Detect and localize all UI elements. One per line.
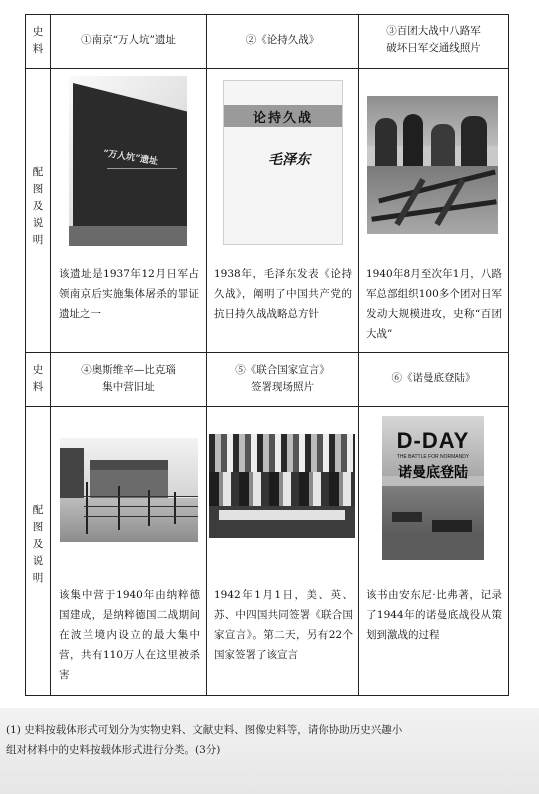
table-border [50,14,51,696]
table-border [25,68,509,69]
description-4 [59,585,200,685]
header-text: ③百团大战中八路军 [386,25,481,37]
header-item-5 [207,362,358,396]
header-text: ⑥《诺曼底登陆》 [391,372,476,384]
question-text: 组对材料中的史料按载体形式进行分类。(3分) [6,744,221,756]
description-text: 1942年1月1日，美、英、苏、中四国共同签署《联合国家宣言》。第二天，另有22个国家签署了该宣言 [214,589,353,661]
source-table [25,14,509,696]
poster-subtitle-text: THE BATTLE FOR NORMANDY [396,454,470,460]
table-border [508,14,509,696]
description-2 [214,264,352,324]
table-border [25,14,26,696]
header-text: ⑤《联合国家宣言》 [235,364,330,376]
description-3 [366,264,502,344]
header-item-2 [207,32,358,49]
d-day-book-cover [382,416,484,560]
header-text: ①南京“万人坑”遗址 [81,34,176,46]
header-text: 集中营旧址 [102,381,155,393]
description-text: 1938年，毛泽东发表《论持久战》，阐明了中国共产党的抗日持久战战略总方针 [214,268,352,320]
declaration-signing-photo [209,434,355,538]
header-text: ④奥斯维辛—比克瑙 [81,364,176,376]
header-item-1 [51,32,206,49]
description-text: 1940年8月至次年1月，八路军总部组织100多个团对日军发动大规模进攻，史称“百团大战” [366,268,502,340]
table-border [25,14,509,15]
header-item-6 [359,370,508,387]
row-label-figure [31,502,45,587]
auschwitz-camp-photo [60,438,198,542]
table-border [25,406,509,407]
hundred-regiments-photo [367,96,498,234]
poster-chinese-title: 诺曼底登陆 [398,465,468,481]
header-item-4 [51,362,206,396]
header-item-3 [359,23,508,57]
table-border [25,352,509,353]
header-text: 签署现场照片 [251,381,314,393]
header-text: ②《论持久战》 [245,34,320,46]
table-border [25,695,509,696]
row-label-text: 配图及说明 [32,166,44,246]
description-text: 该遗址是1937年12月日军占领南京后实施集体屠杀的罪证遗址之一 [59,268,199,320]
row-label-text: 史料 [32,26,44,55]
row-label-text: 史料 [32,364,44,393]
signature-text: 毛泽东 [268,152,310,168]
row-label-source [31,24,45,58]
table-border [358,14,359,696]
row-label-text: 配图及说明 [32,504,44,584]
memorial-sign-text: “万人坑”遗址 [102,148,159,168]
book-cover-photo [223,80,343,245]
question-text: (1) 史料按载体形式可划分为实物史料、文献史料、图像史料等，请你协助历史兴趣小 [6,724,403,736]
description-6 [366,585,502,645]
poster-title-text: D-DAY [396,428,470,453]
description-1 [59,264,199,324]
description-text: 该集中营于1940年由纳粹德国建成，是纳粹德国二战期间在波兰境内设立的最大集中营，共有110万人在这里被杀害 [59,589,200,681]
table-border [206,14,207,696]
description-5 [214,585,353,665]
row-label-figure [31,164,45,249]
row-label-source [31,362,45,396]
book-title-text: 论持久战 [252,111,313,126]
question-1 [6,720,516,760]
header-text: 破坏日军交通线照片 [386,42,481,54]
nanjing-memorial-photo [69,76,187,246]
description-text: 该书由安东尼·比弗著，记录了1944年的诺曼底战役从策划到激战的过程 [366,589,502,641]
